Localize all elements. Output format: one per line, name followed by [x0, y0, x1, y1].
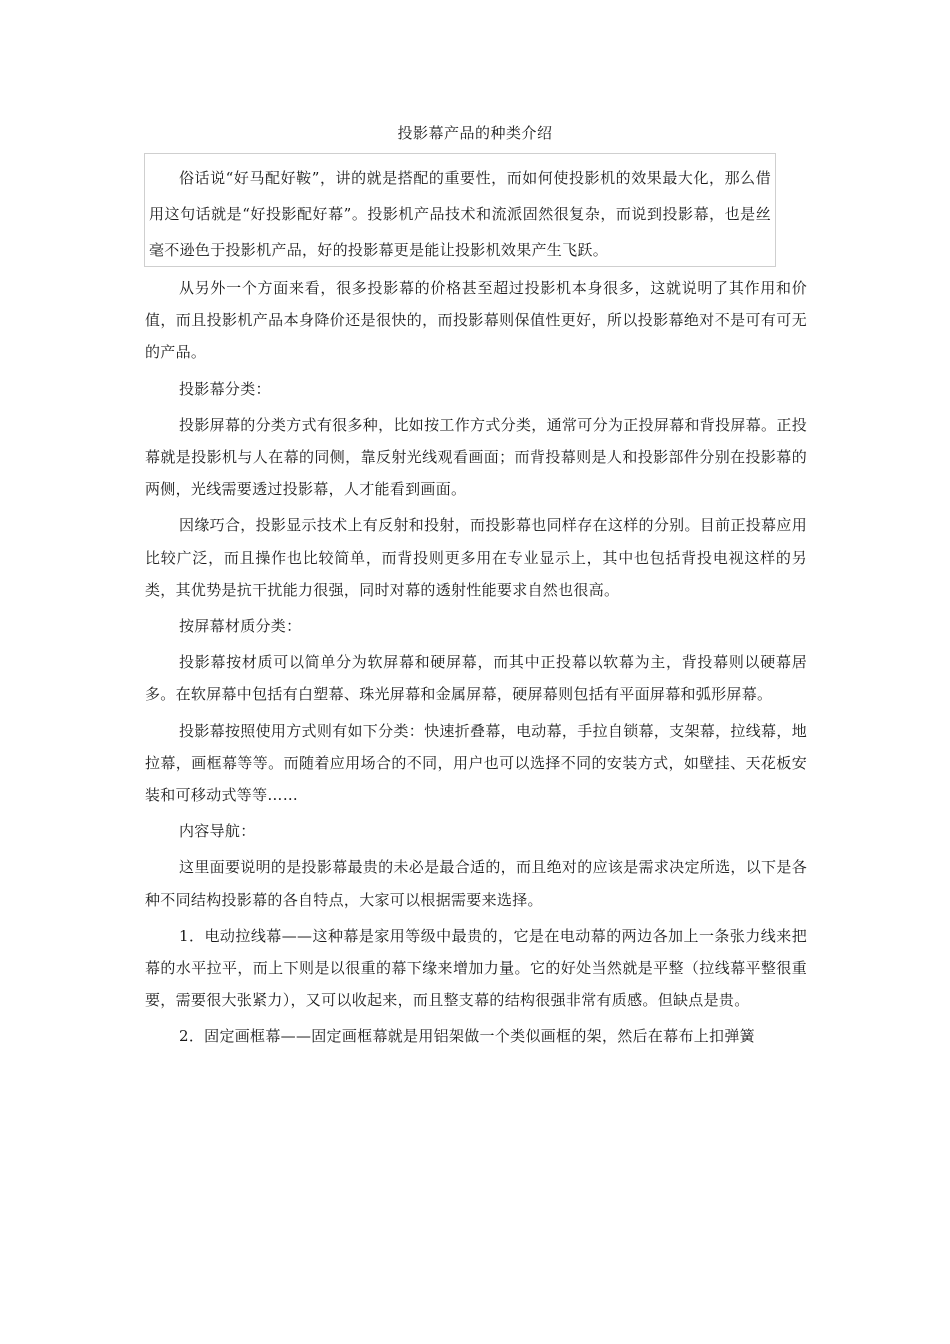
- paragraph-price-value: 从另外一个方面来看，很多投影幕的价格甚至超过投影机本身很多，这就说明了其作用和价值，而且投影机产品本身降价还是很快的，而投影幕则保值性更好，所以投影幕绝对不是可有可无的产品。: [145, 279, 807, 362]
- paragraph-reflection-transmission: 因缘巧合，投影显示技术上有反射和投射，而投影幕也同样存在这样的分别。目前正投幕应用比较广泛，而且操作也比较简单，而背投则更多用在专业显示上，其中也包括背投电视这样的另类，其优势是抗干扰能力很强，同时对幕的透射性能要求自然也很高。: [145, 516, 807, 599]
- paragraph-soft-hard-screens: 投影幕按材质可以简单分为软屏幕和硬屏幕，而其中正投幕以软幕为主，背投幕则以硬幕居多。在软屏幕中包括有白塑幕、珠光屏幕和金属屏幕，硬屏幕则包括有平面屏幕和弧形屏幕。: [145, 653, 807, 704]
- document-body: [145, 272, 807, 1057]
- paragraph-usage-types: 投影幕按照使用方式则有如下分类：快速折叠幕，电动幕，手拉自锁幕，支架幕，拉线幕，地拉幕，画框幕等等。而随着应用场合的不同，用户也可以选择不同的安装方式，如壁挂、天花板安装和可移动式等等……: [145, 721, 807, 805]
- paragraph-front-rear-projection: 投影屏幕的分类方式有很多种，比如按工作方式分类，通常可分为正投屏幕和背投屏幕。正投幕就是投影机与人在幕的同侧，靠反射光线观看画面；而背投幕则是人和投影部件分别在投影幕的两侧，光线需要透过投影幕，人才能看到画面。: [145, 415, 807, 499]
- paragraph-selection-advice: 这里面要说明的是投影幕最贵的未必是最合适的，而且绝对的应该是需求决定所选，以下是各种不同结构投影幕的各自特点，大家可以根据需要来选择。: [145, 858, 807, 909]
- heading-screen-classification: 投影幕分类：: [179, 379, 271, 398]
- heading-material-classification: 按屏幕材质分类：: [179, 617, 302, 636]
- intro-text-box: [144, 153, 776, 267]
- heading-content-navigation: 内容导航：: [179, 822, 256, 841]
- document-title: 投影幕产品的种类介绍: [397, 124, 553, 142]
- list-item-electric-tension-screen: 1．电动拉线幕——这种幕是家用等级中最贵的，它是在电动幕的两边各加上一条张力线来把幕的水平拉平，而上下则是以很重的幕下缘来增加力量。它的好处当然就是平整（拉线幕平整很重要，需要很大张紧力），又可以收起来，而且整支幕的结构很强非常有质感。但缺点是贵。: [145, 926, 807, 1010]
- list-item-fixed-frame-screen: 2．固定画框幕——固定画框幕就是用铝架做一个类似画框的架，然后在幕布上扣弹簧: [179, 1027, 755, 1046]
- intro-paragraph: 俗话说“好马配好鞍”，讲的就是搭配的重要性，而如何使投影机的效果最大化，那么借用这句话就是“好投影配好幕”。投影机产品技术和流派固然很复杂，而说到投影幕，也是丝毫不逊色于投影机产品，好的投影幕更是能让投影机效果产生飞跃。: [149, 169, 771, 259]
